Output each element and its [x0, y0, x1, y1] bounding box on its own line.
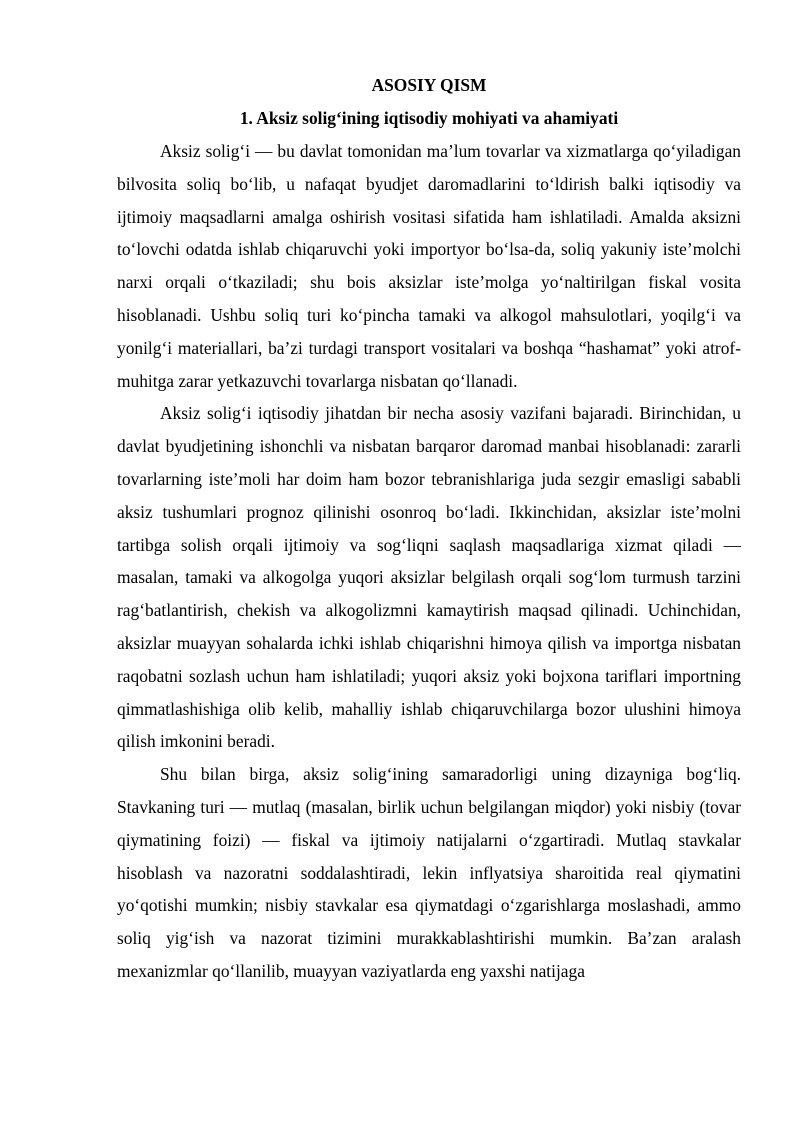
paragraph-3: Shu bilan birga, aksiz solig‘ining samaradorligi uning dizayniga bog‘liq. Stavkaning turi — mutlaq (masalan, birlik uchun belgilangan miqdor) yoki nisbiy (tovar qiymatining foizi) — fiskal va ijtimoiy natijalarni o‘zgartiradi. Mutlaq stavkalar hisoblash va nazoratni soddalashtiradi, lekin inflyatsiya sharoitida real qiymatini yo‘qotishi mumkin; nisbiy stavkalar esa qiymatdagi o‘zgarishlarga moslashadi, ammo soliq yig‘ish va nazorat tizimini murakkablashtirishi mumkin. Ba’zan aralash mexanizmlar qo‘llanilib, muayyan vaziyatlarda eng yaxshi natijaga	[117, 764, 741, 981]
paragraph-1: Aksiz solig‘i — bu davlat tomonidan ma’lum tovarlar va xizmatlarga qo‘yiladigan bilvosita soliq bo‘lib, u nafaqat byudjet daromadlarini to‘ldirish balki iqtisodiy va ijtimoiy maqsadlarni amalga oshirish vositasi sifatida ham ishlatiladi. Amalda aksizni to‘lovchi odatda ishlab chiqaruvchi yoki importyor bo‘lsa-da, soliq yakuniy iste’molchi narxi orqali o‘tkaziladi; shu bois aksizlar iste’molga yo‘naltirilgan fiskal vosita hisoblanadi. Ushbu soliq turi ko‘pincha tamaki va alkogol mahsulotlari, yoqilg‘i va yonilg‘i materiallari, ba’zi turdagi transport vositalari va boshqa “hashamat” yoki atrof-muhitga zarar yetkazuvchi tovarlarga nisbatan qo‘llanadi.	[117, 141, 741, 391]
main-heading: ASOSIY QISM	[371, 75, 487, 95]
paragraph-2: Aksiz solig‘i iqtisodiy jihatdan bir necha asosiy vazifani bajaradi. Birinchidan, u davlat byudjetining ishonchli va nisbatan barqaror daromad manbai hisoblanadi: zararli tovarlarning iste’moli har doim ham bozor tebranishlariga juda sezgir emasligi sababli aksiz tushumlari prognoz qilinishi osonroq bo‘ladi. Ikkinchidan, aksizlar iste’molni tartibga solish orqali ijtimoiy va sog‘liqni saqlash maqsadlariga xizmat qiladi — masalan, tamaki va alkogolga yuqori aksizlar belgilash orqali sog‘lom turmush tarzini rag‘batlantirish, chekish va alkogolizmni kamaytirish maqsad qilinadi. Uchinchidan, aksizlar muayyan sohalarda ichki ishlab chiqarishni himoya qilish va importga nisbatan raqobatni sozlash uchun ham ishlatiladi; yuqori aksiz yoki bojxona tariflari importning qimmatlashishiga olib kelib, mahalliy ishlab chiqaruvchilarga bozor ulushini himoya qilish imkonini beradi.	[117, 403, 741, 752]
document-page	[117, 69, 741, 988]
section-heading: 1. Aksiz solig‘ining iqtisodiy mohiyati va ahamiyati	[239, 108, 619, 128]
